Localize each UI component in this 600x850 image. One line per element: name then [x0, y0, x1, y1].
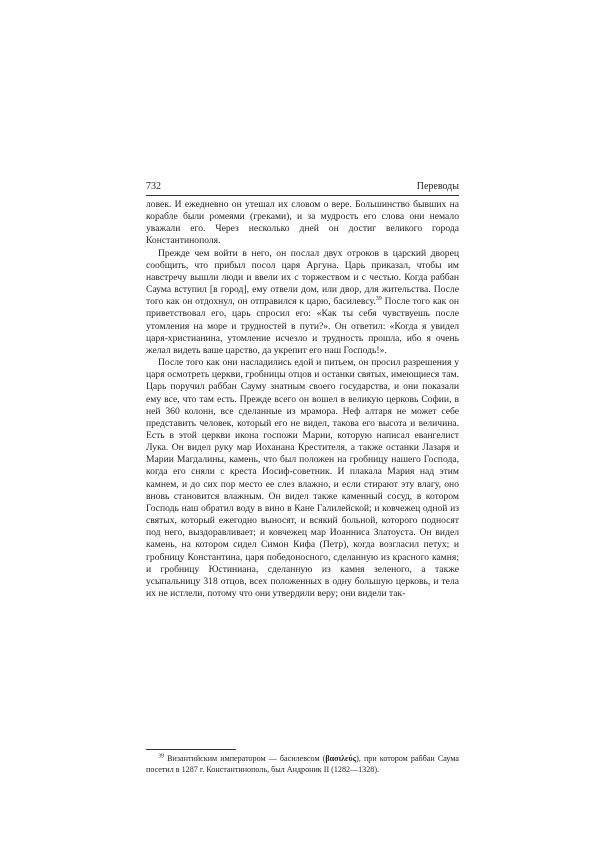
- paragraph-3: После того как они насладились едой и питьем, он просил разрешения у царя осмотреть церкви, гробницы отцов и останки святых, имеющиеся там. Царь поручил раббан Сауму знатным своего государства, и они показали ему все, что там есть. Прежде всего он вошел в великую церковь Софии, в ней 360 колонн, все сделанные из мрамора. Неф алтаря не может себе представить человек, который его не видел, такова его высота и величина. Есть в этой церкви икона госпожи Марии, которую написал евангелист Лука. Он видел руку мар Иоханана Крестителя, а также останки Лазаря и Марии Магдалины, камень, что был положен на гробницу нашего Господа, когда его сняли с креста Иосиф-советник. И плакала Мария над этим камнем, и до сих пор место ее слез влажно, и если стирают эту влагу, оно вновь становится влажным. Он видел также каменный сосуд, в котором Господь наш обратил воду в вино в Кане Галилейской; и ковчежец одной из святых, который ежегодно выносят, и всякий больной, которого подносят под него, выздоравливает; и ковчежец мар Иоанниса Златоуста. Он видел камень, на котором сидел Симон Кифа (Петр), когда возгласил петух; и гробницу Константина, царя победоносного, сделанную из красного камня; и гробницу Юстиниана, сделанную из камня зеленого, а также усыпальницу 318 отцов, всех положенных в одну большую церковь, и тела их не истлели, потому что они утвердили веру; они видели так-: [146, 357, 459, 599]
- main-text: [146, 199, 459, 600]
- paragraph-2-text-b: После того как он приветствовал его, царь спросил его: «Как ты себя чувствуешь после утомления на море и трудностей в пути?». Он ответил: «Когда я увидел царя-христианина, утомление исчезло и трудность прошла, ибо я очень желал видеть ваше царство, да укрепит его наш Господь!».: [146, 296, 459, 356]
- footnote-number: 39: [158, 753, 164, 760]
- paragraph-1: ловек. И ежедневно он утешал их словом о вере. Большинство бывших на корабле были ромеями (греками), и за мудрость его слова они немало уважали его. Через несколько дней он достиг великого города Константинополя.: [146, 199, 459, 247]
- page-number: 732: [146, 181, 161, 192]
- page-header: [146, 181, 459, 193]
- footnote-text-a: Византийским императором — басилевсом (: [164, 754, 326, 763]
- running-title: Переводы: [416, 181, 459, 192]
- footnote-rule: [146, 749, 236, 750]
- footnote-text-b: ), при котором раббан Саума посетил в 1287 г. Константинополь, был Андроник II (1282—1328).: [146, 754, 460, 774]
- paragraph-2-text-a: Прежде чем войти в него, он послал двух отроков в царский дворец сообщить, что прибыл посол царя Аргуна. Царь приказал, чтобы им навстречу вышли люди и ввели их с торжеством и с честью. Когда раббан Саума вступил [в город], ему отвели дом, или двор, для жительства. После того как он отдохнул, он отправился к царю, басилевсу.: [146, 247, 459, 308]
- footnote-ref: 39: [375, 296, 382, 303]
- footnote-greek: βασιλεύς: [325, 754, 357, 763]
- paragraph-2: [146, 248, 459, 357]
- header-rule: [146, 195, 459, 196]
- footnote: [146, 753, 459, 775]
